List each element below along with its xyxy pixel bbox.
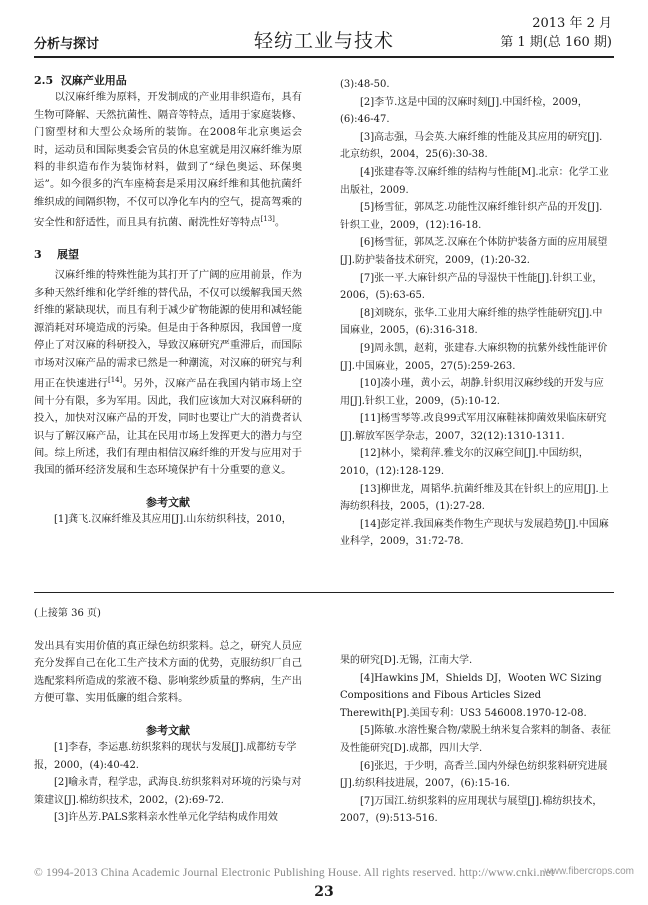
reference-item: [1]龚飞.汉麻纤维及其应用[J].山东纺织科技，2010， xyxy=(54,514,292,526)
reference-item: [3]高志强，马会英.大麻纤维的性能及其应用的研究[J].北京纺织，2004，25(6):30-38. xyxy=(340,131,603,161)
header-section: 分析与探讨 xyxy=(34,37,100,52)
reference-item: [11]杨雪琴等.改良99式军用汉麻鞋袜抑菌效果临床研究[J].解放军医学杂志，2007，32(12):1310-1311. xyxy=(340,413,607,442)
copyright-watermark: © 1994-2013 China Academic Journal Electronic Publishing House. All rights reserved. http://www.cnki.net xyxy=(34,867,555,879)
bottom-right-column xyxy=(340,652,612,828)
reference-item: [14]彭定祥.我国麻类作物生产现状与发展趋势[J].中国麻业科学，2009，31:72-78. xyxy=(340,518,609,548)
reference-item: [5]陈敏.水溶性聚合物/蒙脱土纳米复合浆料的制备、表征及性能研究[D].成都，四川大学. xyxy=(340,725,611,754)
top-left-column xyxy=(34,72,302,529)
reference-item: [10]凑小瑾，黄小云，胡静.针织用汉麻纱线的开发与应用[J].针织工业，2009，(5):10-12. xyxy=(340,378,604,407)
reference-item: (3):48-50. xyxy=(340,79,390,90)
continued-from-note: (上接第 36 页) xyxy=(34,608,101,619)
site-watermark: www.fibercrops.com xyxy=(544,866,634,877)
section-number: 3 xyxy=(34,248,42,262)
section-title: 汉麻产业用品 xyxy=(60,74,127,87)
reference-item: [4]张建春等.汉麻纤维的结构与性能[M].北京：化学工业出版社，2009. xyxy=(340,166,609,196)
issue-number: 第 1 期(总 160 期) xyxy=(500,35,612,50)
reference-item: [9]周永凯，赵莉，张建春.大麻织物的抗紫外线性能评价[J].中国麻业，2005，27(5):259-263. xyxy=(340,342,608,372)
reference-item: [3]许丛芳.PALS浆料亲水性单元化学结构成作用效 xyxy=(54,812,278,824)
citation: [13] xyxy=(260,215,275,224)
top-right-column xyxy=(340,76,612,551)
section-2-5-heading xyxy=(34,72,302,89)
reference-item: [12]林小，梁莉萍.雅戈尔的汉麻空间[J].中国纺织，2010，(12):128-129. xyxy=(340,448,589,478)
bottom-left-column xyxy=(34,638,302,827)
references-heading: 参考文献 xyxy=(146,495,190,509)
reference-item: 果的研究[D].无锡，江南大学. xyxy=(340,655,473,666)
reference-item: [6]杨雪征，郭凤芝.汉麻在个体防护装备方面的应用展望[J].防护装备技术研究，2009，(1):20-32. xyxy=(340,237,608,266)
reference-item: [8]刘晓东，张华.工业用大麻纤维的热学性能研究[J].中国麻业，2005，(6):316-318. xyxy=(340,307,603,337)
section-number: 2.5 xyxy=(34,74,54,87)
references-heading: 参考文献 xyxy=(146,723,190,737)
journal-title: 轻纺工业与技术 xyxy=(253,30,394,52)
section-3-heading xyxy=(34,246,302,263)
reference-item: [4]Hawkins JM，Shields DJ，Wooten WC Sizing Compositions and Fibous Articles Sized Therewith[P].美国专利：US3 546008.1970-12-08. xyxy=(340,672,602,719)
paragraph-outlook: 汉麻纤维的特殊性能为其打开了广阔的应用前景，作为多种天然纤维和化学纤维的替代品，不仅可以缓解我国天然纤维的紧缺现状，而且有利于减少矿物能源的使用和减轻能源消耗对环境造成的污染。但是由于各种原因，我国曾一度停止了对汉麻的科研投入，导致汉麻研究严重滞后，而国际市场对汉麻产品的需求已然是一种潮流，对汉麻的研究与利用正在快速进行[14]。另外，汉麻产品在我国内销市场上空间十分有限，多为军用。因此，我们应该加大对汉麻科研的投入，加快对汉麻产品的开发，同时也要让广大的消费者认识与了解汉麻产品，让其在民用市场上发挥更大的潜力与空间。综上所述，我们有理由相信汉麻纤维的开发与应用对于我国的循环经济发展和生态环境保护有十分重要的意义。 xyxy=(34,269,303,477)
reference-item: [7]万国江.纺织浆料的应用现状与展望[J].棉纺织技术，2007，(9):513-516. xyxy=(340,795,603,825)
issue-date: 2013 年 2 月 xyxy=(532,16,612,31)
reference-item: [2]喻永青，程学忠，武海良.纺织浆料对环境的污染与对策建议[J].棉纺织技术，2002，(2):69-72. xyxy=(34,777,302,806)
reference-item: [1]李春，李运惠.纺织浆料的现状与发展[J].成都纺专学报，2000，(4):40-42. xyxy=(34,742,297,771)
reference-item: [5]杨雪征，郭凤芝.功能性汉麻纤维针织产品的开发[J].针织工业，2009，(12):16-18. xyxy=(340,202,603,231)
paragraph-hemp-industrial: 以汉麻纤维为原料，开发制成的产业用非织造布，具有生物可降解、天然抗菌性、隔音等特点，适用于家庭装修、门窗型材和大型公众场所的装饰。在2008年北京奥运会时，运动员和国际奥委会官员的休息室就是用汉麻纤维为原料的非织造布作为装饰材料，做到了“绿色奥运、环保奥运”。如今很多的汽车座椅套是采用汉麻纤维和其他抗菌纤维织成的间隔织物，不仅可以净化车内的空气，提高驾乘的安全性和舒适性，而且具有抗菌、耐洗性好等特点[13]。 xyxy=(34,91,302,229)
section-divider xyxy=(34,592,614,593)
reference-item: [2]李节.这是中国的汉麻时刻[J].中国纤检，2009，(6):46-47. xyxy=(340,96,588,126)
header-rule xyxy=(34,56,614,58)
section-title: 展望 xyxy=(56,248,79,262)
reference-item: [6]张迟，于少明，高香兰.国内外绿色纺织浆料研究进展[J].纺织科技进展，2007，(6):15-16. xyxy=(340,760,608,790)
reference-item: [13]柳世龙，周韬华.抗菌纤维及其在针织上的应用[J].上海纺织科技，2005，(1):27-28. xyxy=(340,483,609,513)
reference-item: [7]张一平.大麻针织产品的导湿快干性能[J].针织工业，2006，(5):63-65. xyxy=(340,272,603,302)
paragraph-sizing: 发出具有实用价值的真正绿色纺织浆料。总之，研究人员应充分发挥自己在化工生产技术方面的优势，克服纺织厂自己选配浆料所造成的浆液不稳、影响浆纱质量的弊病，生产出方便可靠、实用低廉的组合浆料。 xyxy=(34,640,302,705)
issue-info xyxy=(500,14,612,52)
citation: [14] xyxy=(107,375,123,384)
page-number: 23 xyxy=(314,884,334,900)
